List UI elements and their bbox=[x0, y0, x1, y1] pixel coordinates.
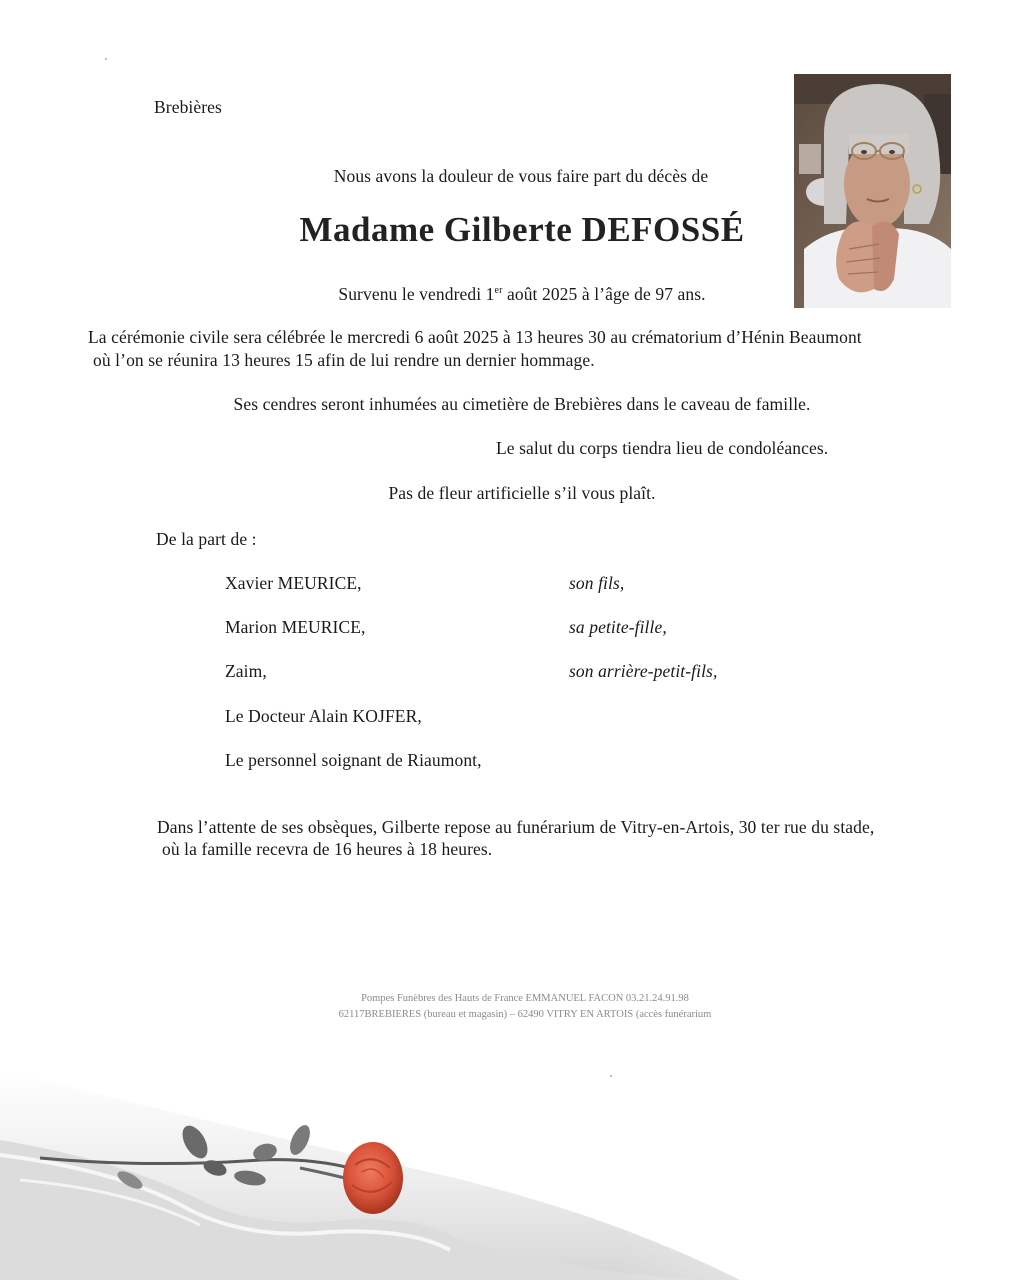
death-date-suffix: août 2025 à l’âge de 97 ans. bbox=[502, 284, 706, 304]
location-text: Brebières bbox=[154, 97, 222, 117]
death-date-line bbox=[338, 284, 705, 305]
family-member-relation: son fils, bbox=[569, 573, 625, 593]
ceremony-line-1: La cérémonie civile sera célébrée le mercredi 6 août 2025 à 13 heures 30 au crématorium d’Hénin Beaumont bbox=[88, 327, 862, 347]
portrait-photo bbox=[794, 74, 951, 308]
family-member-name: Zaim, bbox=[225, 661, 267, 681]
family-member-name: Marion MEURICE, bbox=[225, 617, 366, 637]
ashes-text: Ses cendres seront inhumées au cimetière de Brebières dans le caveau de famille. bbox=[233, 394, 811, 414]
death-date-sup: er bbox=[494, 285, 503, 297]
ceremony-line-2: où l’on se réunira 13 heures 15 afin de lui rendre un dernier hommage. bbox=[93, 350, 595, 370]
rose-image bbox=[0, 1060, 1029, 1280]
death-date-prefix: Survenu le vendredi 1 bbox=[338, 284, 495, 304]
scan-speck bbox=[105, 58, 107, 60]
family-member-relation: sa petite-fille, bbox=[569, 617, 667, 637]
repose-line-1: Dans l’attente de ses obsèques, Gilberte repose au funérarium de Vitry-en-Artois, 30 ter rue du stade, bbox=[157, 817, 875, 837]
footer-line-1: Pompes Funèbres des Hauts de France EMMANUEL FACON 03.21.24.91.98 bbox=[361, 993, 689, 1004]
family-member-name: Le Docteur Alain KOJFER, bbox=[225, 706, 422, 726]
family-member-name: Le personnel soignant de Riaumont, bbox=[225, 750, 482, 770]
family-member-relation: son arrière-petit-fils, bbox=[569, 661, 718, 681]
flowers-text: Pas de fleur artificielle s’il vous plaît. bbox=[388, 483, 656, 503]
deceased-name: Madame Gilberte DEFOSSÉ bbox=[299, 210, 745, 249]
family-member-name: Xavier MEURICE, bbox=[225, 573, 362, 593]
intro-text: Nous avons la douleur de vous faire part du décès de bbox=[333, 166, 709, 186]
family-heading: De la part de : bbox=[156, 529, 257, 549]
repose-line-2: où la famille recevra de 16 heures à 18 heures. bbox=[162, 839, 493, 859]
condolences-text: Le salut du corps tiendra lieu de condoléances. bbox=[496, 438, 829, 458]
footer-line-2: 62117BREBIERES (bureau et magasin) – 62490 VITRY EN ARTOIS (accès funérarium bbox=[338, 1009, 712, 1020]
